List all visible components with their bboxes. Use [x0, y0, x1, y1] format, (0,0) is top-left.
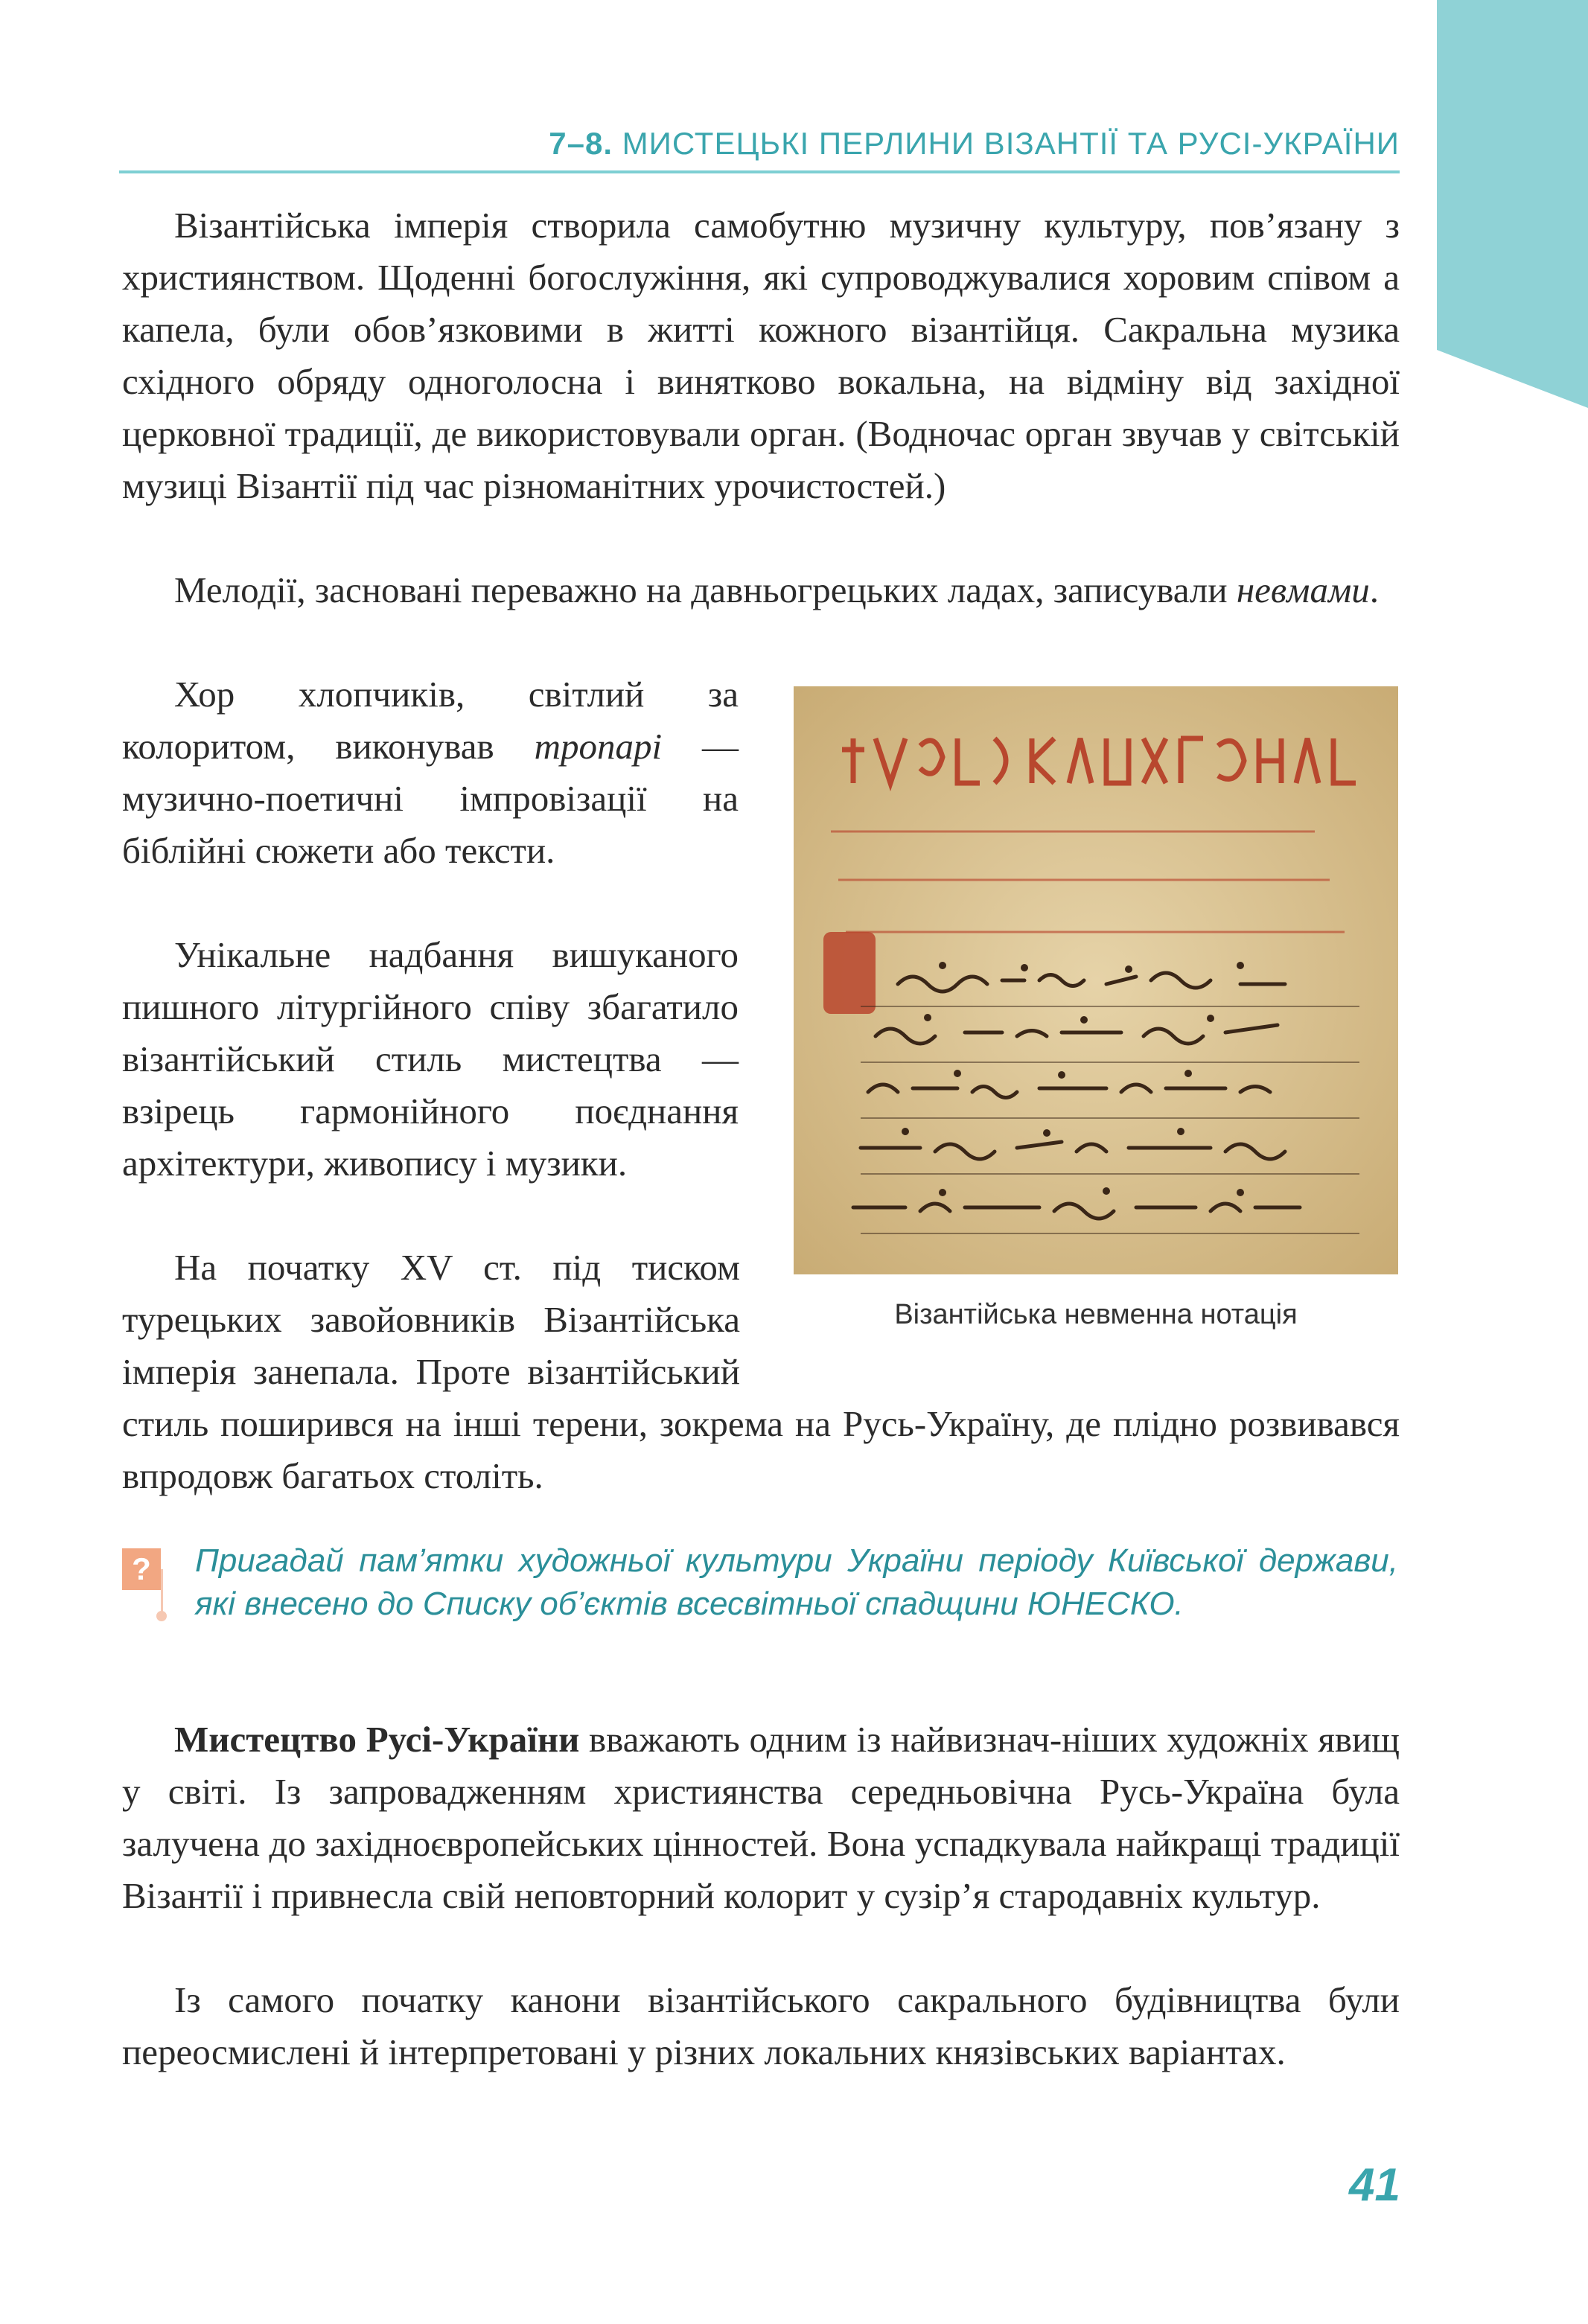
section-number: 7–8.	[549, 126, 613, 161]
review-question: Пригадай пам’ятки художньої культури України періоду Київської держави, які внесено до Списку об’єктів всесвітньої спадщини ЮНЕСКО.	[195, 1542, 1398, 1622]
paragraph-melodies	[122, 564, 1400, 616]
paragraph-melodies-text: Мелодії, засновані переважно на давньогрецьких ладах, записували	[174, 569, 1237, 610]
paragraph-liturgical-singing: Унікальне надбання вишуканого пишного літургійного співу збагатило візантійський стиль мистецтва — взірець гармонійного поєднання архітектури, живопису і музики.	[122, 934, 739, 1184]
page-number: 41	[1349, 2159, 1400, 2211]
running-header	[119, 123, 1400, 173]
paragraph-melodies-end: .	[1369, 569, 1379, 610]
question-icon-line	[161, 1569, 163, 1614]
paragraph-rus-ukraine-art	[122, 1714, 1400, 1922]
question-mark-icon: ?	[122, 1548, 161, 1590]
term-tropari: тропарі	[534, 726, 663, 767]
paragraph-byzantine-music: Візантійська імперія створила самобутню музичну культуру, пов’язану з християнством. Щоденні богослужіння, які супроводжувалися хоровим співом а капела, були обов’язковими в житті кожного візантійця. Сакральна музика східного обряду одноголосна і винятково вокальна, на відміну від західної церковної традиції, де використовували орган. (Водночас орган звучав у світській музиці Візантії під час різноманітних урочистостей.)	[122, 205, 1400, 506]
term-rus-ukraine-art: Мистецтво Русі-України	[174, 1719, 580, 1760]
paragraph-boys-choir-end: — музично-поетичні імпровізації на біблійні сюжети або тексти.	[122, 726, 739, 871]
paragraph-rus-ukraine-art-text: вважають одним із найвизнач-ніших художніх явищ у світі. Із запровадженням християнства середньовічна Русь-Україна була залучена до західноєвропейських цінностей. Вона успадкувала найкращі традиції Візантії і привнесла свій неповторний колорит у сузір’я стародавніх культур.	[122, 1719, 1400, 1916]
paragraph-empire-decline-wrapper	[122, 1242, 1400, 1502]
section-title-text: МИСТЕЦЬКІ ПЕРЛИНИ ВІЗАНТІЇ ТА РУСІ-УКРАЇНИ	[622, 126, 1400, 161]
paragraph-canons: Із самого початку канони візантійського сакрального будівництва були переосмислені й інтерпретовані у різних локальних князівських варіантах.	[122, 1979, 1400, 2072]
paragraph-boys-choir	[122, 668, 739, 877]
chapter-tab	[1437, 0, 1588, 417]
paragraph-boys-choir-text: Хор хлопчиків, світлий за колоритом, виконував	[122, 674, 739, 767]
neume-manuscript-drawing	[794, 686, 1398, 1274]
question-icon-dot	[156, 1611, 167, 1621]
figure-caption: Візантійська невменна нотація	[894, 1299, 1298, 1330]
term-nevmy: невмами	[1236, 569, 1370, 610]
manuscript-image	[794, 686, 1398, 1274]
paragraph-empire-decline: На початку XV ст. під тиском турецьких завойовників Візантійська імперія занепала. Проте візантійський стиль поширився на інші терени, зокрема на Русь-Україну, де плідно розвивався впродовж багатьох століть.	[122, 1247, 1400, 1496]
question-icon-block	[122, 1548, 164, 1620]
section-title	[549, 126, 1400, 162]
